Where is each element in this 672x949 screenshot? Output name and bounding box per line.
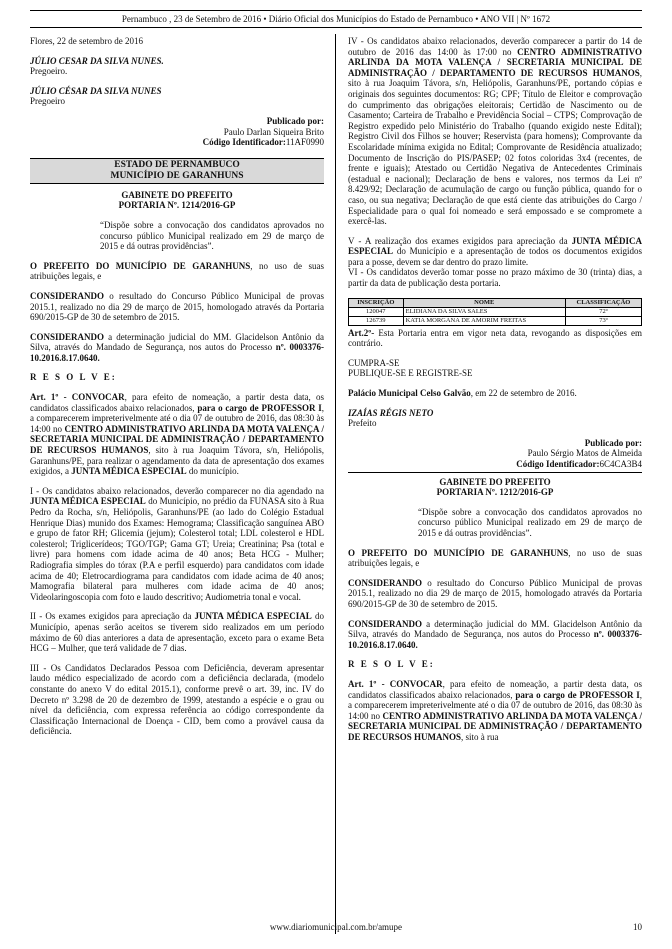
palace-line: Palácio Municipal Celso Galvão, em 22 de setembro de 2016. xyxy=(348,388,577,399)
section-i: I - Os candidatos abaixo relacionados, deverão comparecer no dia agendado na JUNTA MÉDICA ESPECIAL do Município, no prédio da FUNASA sito à Rua Pedro da Rocha, s/n, Heliópolis, Garanhuns/PE (ao lado do Colégio Estadual Henrique Dias) munido dos Exames: Hemograma; Classificação sanguínea ABO e grupo de fator RH; Glicemia (jejum); Colesterol total; LDL colesterol e HDL colesterol; Triglicerídeos; TGO/TGP; Gama GT; Ureia; Creatinina; Psa (total e livre) para homens com idade acima de 40 anos; Beta HCG - Mulher; Radiografia simples do tórax (P.A e perfil esquerdo) para candidatos com idade acima de 40; Eletrocardiograma para candidatos com idade acima de 40 anos; Mamografia bilateral para mulheres com idade acima de 40 anos; Videolaringoscopia com foto e laudo descritivo; Audiometria tonal e vocal. xyxy=(30,485,324,602)
section-vi: VI - Os candidatos deverão tomar posse no prazo máximo de 30 (trinta) dias, a partir da data de publicação desta portaria. xyxy=(348,267,642,289)
mayor-paragraph: O PREFEITO DO MUNICÍPIO DE GARANHUNS, no uso de suas atribuições legais, e xyxy=(348,547,642,569)
table-cell: 126739 xyxy=(349,316,404,325)
signature-name: JÚLIO CESAR DA SILVA NUNES. xyxy=(30,55,164,66)
signature-role: Pregoeiro. xyxy=(30,66,68,77)
table-cell: KATIA MORGANA DE AMORIM FREITAS xyxy=(403,316,565,325)
section-iv: IV - Os candidatos abaixo relacionados, deverão comparecer a partir do 14 de outubro de 2016 das 14:00 às 17:00 no CENTRO ADMINISTRATIVO ARLINDA DA MOTA VALENÇA / SECRETARIA MUNICIPAL DE ADMINISTRAÇÃO / DEPARTAMENTO DE RECURSOS HUMANOS, sito à rua Joaquim Távora, s/n, Heliópolis, Garanhuns/PE, portando cópias e originais dos seguintes documentos: RG; CPF; Título de Eleitor e comprovação do cumprimento das obrigações eleitorais; Certidão de Nascimento ou de Casamento; Carteira de Trabalho e Previdência Social – CTPS; Comprovação de Registro expedido pelo Ministério do Trabalho (quando exigido neste Edital); Registro Civil dos Filhos se houver; Reservista (para homens); Comprovante da Escolaridade mínima exigida no Edital; Comprovante de Residência atualizado; Documento de Inscrição do PIS/PASEP; 02 fotos coloridas 3x4 (recentes, de frente e iguais); Atestado ou Certidão Negativa de Antecedentes Criminais (estadual e nacional); Declaração de bens e valores, nos termos da Lei nº 8.429/92; Declaração de acumulação de cargo ou função pública, quando for o caso, ou sua negativa; Declaração de que está ciente das atribuições do Cargo / Especialidade para o qual foi nomeado e será empossado e se compromete a exercê-las. xyxy=(348,36,642,227)
ordinance-summary: “Dispõe sobre a convocação dos candidatos aprovados no concurso público Municipal realizado em 29 de março de 2015 e dá outras providências”. xyxy=(418,506,642,538)
ordinance-summary: “Dispõe sobre a convocação dos candidatos aprovados no concurso público Municipal realizado em 29 de março de 2015 e dá outras providências”. xyxy=(100,219,324,252)
considering-paragraph: CONSIDERANDO o resultado do Concurso Público Municipal de provas 2015.1, realizado no dia 29 de março de 2015, homologado através da Portaria 690/2015-GP de 30 de setembro de 2015. xyxy=(30,290,324,323)
footer-url: www.diariomunicipal.com.br/amupe xyxy=(269,922,403,932)
resolve-heading: R E S O L V E: xyxy=(30,372,117,383)
dateline: Flores, 22 de setembro de 2016 xyxy=(30,36,143,46)
identifier-code: Código Identificador:6C4CA3B4 xyxy=(348,459,642,473)
section-v: V - A realização dos exames exigidos para apreciação da JUNTA MÉDICA ESPECIAL do Município e a apresentação de todos os documentos exigidos para a posse, devem se dar dentro do prazo limite. xyxy=(348,235,642,267)
table-header: INSCRIÇÃO xyxy=(349,298,404,307)
mayor-paragraph: O PREFEITO DO MUNICÍPIO DE GARANHUNS, no uso de suas atribuições legais, e xyxy=(30,260,324,282)
considering-paragraph: CONSIDERANDO a determinação judicial do MM. Glacidelson Antônio da Silva, através do Mandado de Segurança, nos autos do Processo nº. 0003376-10.2016.8.17.0640. xyxy=(348,618,642,650)
signature-name: IZAÍAS RÉGIS NETO xyxy=(348,407,434,418)
table-cell: ELIDIANA DA SILVA SALES xyxy=(403,307,565,316)
column-divider xyxy=(335,34,336,934)
resolve-heading: R E S O L V E: xyxy=(348,659,435,670)
considering-paragraph: CONSIDERANDO o resultado do Concurso Público Municipal de provas 2015.1, realizado no dia 29 de março de 2015, homologado através da Portaria 690/2015-GP de 30 de setembro de 2015. xyxy=(348,577,642,609)
published-by-name: Paulo Darlan Siqueira Brito xyxy=(223,126,324,137)
office-title: GABINETE DO PREFEITO xyxy=(121,189,233,200)
left-column xyxy=(30,36,324,746)
page-header: Pernambuco , 23 de Setembro de 2016 • Diário Oficial dos Municípios do Estado de Pernambuco • ANO VII | Nº 1672 xyxy=(30,10,642,28)
closing-line: CUMPRA-SE xyxy=(348,357,400,368)
signature-role: Prefeito xyxy=(348,418,377,429)
table-cell: 120047 xyxy=(349,307,404,316)
closing-line: PUBLIQUE-SE E REGISTRE-SE xyxy=(348,368,473,379)
table-header: CLASSIFICAÇÃO xyxy=(565,298,641,307)
ordinance-title: PORTARIA Nº. 1212/2016-GP xyxy=(436,487,554,498)
article-2: Art.2º- Esta Portaria entra em vigor neta data, revogando as disposições em contrário. xyxy=(348,327,642,349)
right-column xyxy=(348,36,642,751)
considering-paragraph: CONSIDERANDO a determinação judicial do MM. Glacidelson Antônio da Silva, através do Mandado de Segurança, nos autos do Processo nº. 0003376-10.2016.8.17.0640. xyxy=(30,331,324,363)
signature-role: Pregoeiro xyxy=(30,96,65,107)
candidates-table xyxy=(348,298,642,326)
page-number: 10 xyxy=(633,922,642,932)
entity-header: ESTADO DE PERNAMBUCO MUNICÍPIO DE GARANHUNS xyxy=(30,158,324,184)
office-title: GABINETE DO PREFEITO xyxy=(439,476,551,487)
section-iii: III - Os Candidatos Declarados Pessoa com Deficiência, deveram apresentar laudo médico especializado de acordo com a deficiência declarada, (modelo constante do anexo V do edital 2015.1), conforme prevê o art. 39, inc. IV do Decreto nº 3.298 de 20 de dezembro de 1999, atestando a espécie e o grau ou nível da deficiência, com expressa referência ao código correspondente da Classificação Internacional de Doença - CID, bem como a provável causa da deficiência. xyxy=(30,662,324,737)
table-cell: 73º xyxy=(565,316,641,325)
ordinance-title: PORTARIA Nº. 1214/2016-GP xyxy=(118,200,236,211)
table-cell: 72º xyxy=(565,307,641,316)
signature-name: JÚLIO CÉSAR DA SILVA NUNES xyxy=(30,85,162,96)
table-row xyxy=(349,316,642,325)
section-ii: II - Os exames exigidos para apreciação da JUNTA MÉDICA ESPECIAL do Município, apenas serão aceitos se tiverem sido realizados em um período máximo de 60 dias anteriores a data de apresentação, exceto para o exame Beta HCG – Mulher, que terá validade de 7 dias. xyxy=(30,611,324,654)
article-1: Art. 1º - CONVOCAR, para efeito de nomeação, a partir desta data, os candidatos classificados abaixo relacionados, para o cargo de PROFESSOR I, a comparecerem impreterivelmente até o dia 07 de outubro de 2016, das 08:30 às 14:00 no CENTRO ADMINISTRATIVO ARLINDA DA MOTA VALENÇA / SECRETARIA MUNICIPAL DE ADMINISTRAÇÃO / DEPARTAMENTO DE RECURSOS HUMANOS, sito à rua Joaquim Távora, s/n, Heliópolis, Garanhuns/PE, para realizar o agendamento da data de apresentação dos exames exigidos, a JUNTA MÉDICA ESPECIAL do município. xyxy=(30,392,325,477)
identifier-code: Código Identificador:11AF0990 xyxy=(202,137,324,148)
article-1: Art. 1º - CONVOCAR, para efeito de nomeação, a partir desta data, os candidatos classificados abaixo relacionados, para o cargo de PROFESSOR I, a comparecerem impreterivelmente até o dia 07 de outubro de 2016, das 08:30 às 14:00 no CENTRO ADMINISTRATIVO ARLINDA DA MOTA VALENÇA / SECRETARIA MUNICIPAL DE ADMINISTRAÇÃO / DEPARTAMENTO DE RECURSOS HUMANOS, sito à rua xyxy=(348,678,642,742)
published-by-name: Paulo Sérgio Matos de Almeida xyxy=(527,448,642,459)
published-by-label: Publicado por: xyxy=(266,115,324,126)
published-by-label: Publicado por: xyxy=(584,437,642,448)
table-header: NOME xyxy=(403,298,565,307)
table-row xyxy=(349,307,642,316)
